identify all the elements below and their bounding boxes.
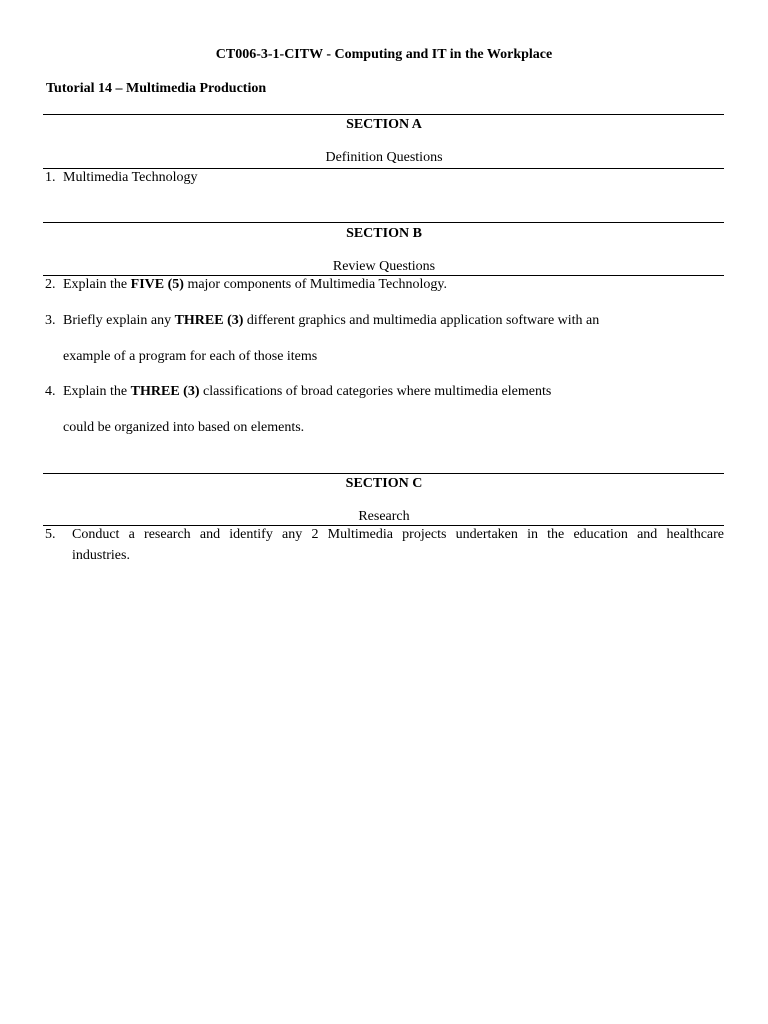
section-a-top-rule bbox=[43, 114, 724, 115]
section-b-bottom-rule bbox=[43, 275, 724, 276]
question-3-number: 3. bbox=[45, 313, 56, 328]
section-c-subheading: Research bbox=[358, 509, 410, 524]
section-c-bottom-rule bbox=[43, 525, 724, 526]
tutorial-title: Tutorial 14 – Multimedia Production bbox=[46, 81, 267, 96]
course-title: CT006-3-1-CITW - Computing and IT in the Workplace bbox=[215, 47, 553, 62]
question-3-text-line2: example of a program for each of those items bbox=[63, 349, 318, 364]
question-4-text-line2: could be organized into based on elements. bbox=[63, 420, 305, 435]
question-4-text bbox=[63, 384, 551, 400]
question-3-text bbox=[63, 313, 599, 329]
question-4-text-post: classifications of broad categories where multimedia elements bbox=[199, 384, 552, 399]
section-a-bottom-rule bbox=[43, 168, 724, 169]
question-1-text: Multimedia Technology bbox=[63, 170, 198, 185]
question-2-number: 2. bbox=[45, 277, 56, 292]
section-a-heading: SECTION A bbox=[346, 117, 422, 132]
section-c-heading: SECTION C bbox=[345, 476, 423, 491]
question-5-text-line2: industries. bbox=[72, 548, 130, 563]
question-2-text-pre: Explain the bbox=[63, 277, 131, 292]
question-3-emphasis: THREE (3) bbox=[174, 313, 244, 328]
question-2-text bbox=[63, 277, 447, 293]
section-b-heading: SECTION B bbox=[346, 226, 422, 241]
section-a-subheading: Definition Questions bbox=[325, 150, 443, 165]
question-3-text-post: different graphics and multimedia application software with an bbox=[243, 313, 600, 328]
section-c-top-rule bbox=[43, 473, 724, 474]
question-2-emphasis: FIVE (5) bbox=[130, 277, 184, 292]
question-4-text-pre: Explain the bbox=[63, 384, 131, 399]
question-5-number: 5. bbox=[45, 527, 56, 542]
question-3-text-pre: Briefly explain any bbox=[63, 313, 175, 328]
question-1-number: 1. bbox=[45, 170, 56, 185]
question-4-number: 4. bbox=[45, 384, 56, 399]
section-b-top-rule bbox=[43, 222, 724, 223]
question-2-text-post: major components of Multimedia Technology. bbox=[183, 277, 447, 292]
section-b-subheading: Review Questions bbox=[332, 259, 436, 274]
question-4-emphasis: THREE (3) bbox=[130, 384, 200, 399]
question-5-text-line1: Conduct a research and identify any 2 Multimedia projects undertaken in the education and healthcare bbox=[72, 527, 724, 542]
